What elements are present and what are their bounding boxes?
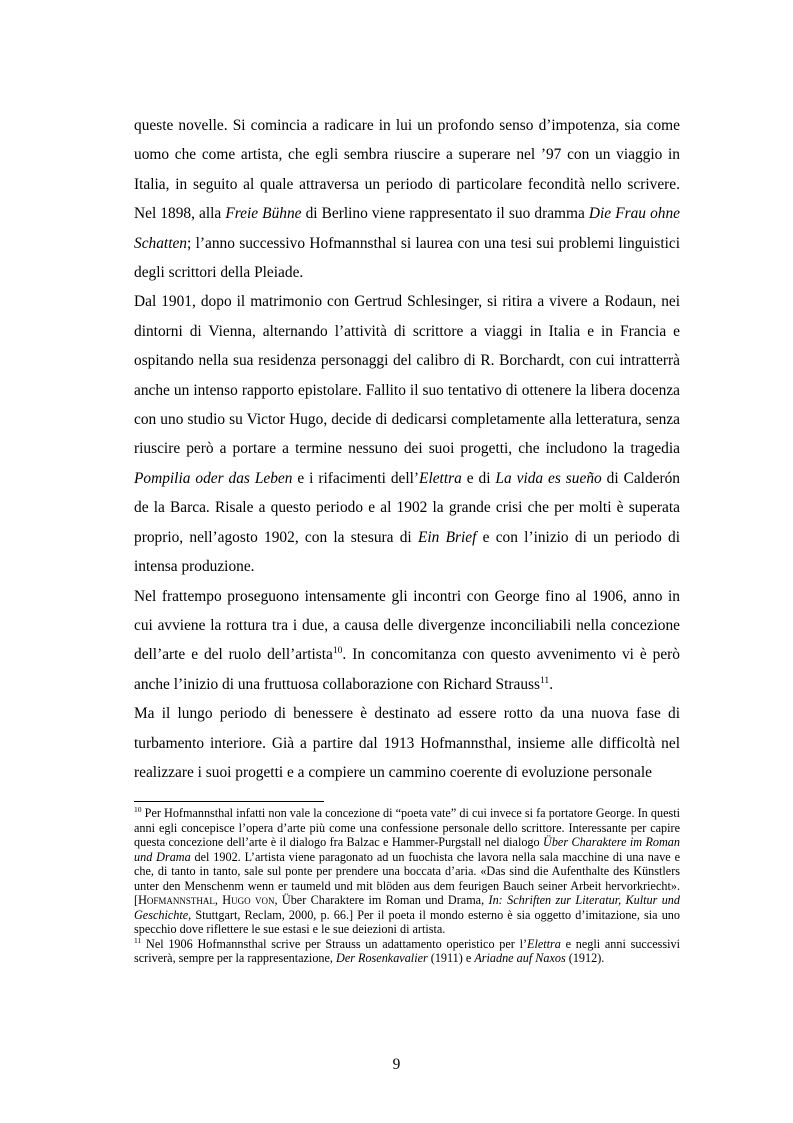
small-caps-run: Hofmannsthal, Hugo von: [138, 893, 275, 907]
footnotes: [134, 806, 680, 966]
text-run: . In concomitanza con questo avvenimento vi è però anche l’inizio di una fruttuosa collaborazione con Richard Strauss: [134, 646, 680, 693]
text-run: Nel frattempo proseguono intensamente gli incontri con George fino al 1906, anno in cui avviene la rottura tra i due, a causa delle divergenze inconciliabili nella concezione dell’arte e del ruolo dell’artista: [134, 587, 680, 664]
text-run: Ma il lungo periodo di benessere è destinato ad essere rotto da una nuova fase di turbamento interiore. Già a partire dal 1913 Hofmannsthal, insieme alle difficoltà nel realizzare i suoi progetti e a compiere un cammino coerente di evoluzione personale: [134, 705, 680, 781]
text-run: Nel 1906 Hofmannsthal scrive per Strauss un adattamento operistico per l’: [141, 936, 528, 951]
footnote: [134, 806, 680, 937]
text-run: , Über Charaktere im Roman und Drama,: [274, 893, 489, 907]
text-run: Per Hofmannsthal infatti non vale la concezione di “poeta vate” di cui invece si fa portatore George. In questi anni egli concepisce l’opera d’arte più come una confessione personale dello scrittore. Interessante per capire questa concezione dell’arte è il dialogo fra Balzac e Hammer-Purgstall nel dialogo: [134, 806, 680, 849]
italic-run: Die Frau ohne Schatten: [134, 205, 680, 252]
footnote-reference: 11: [134, 935, 142, 945]
footnote-reference: 10: [134, 804, 142, 814]
italic-run: Pompilia oder das Leben: [134, 469, 293, 487]
italic-run: La vida es sueño: [495, 469, 602, 487]
text-run: e di: [461, 469, 496, 487]
paragraph: [134, 582, 680, 700]
paragraph: [134, 699, 680, 787]
text-run: del 1902. L’artista viene paragonato ad un fuochista che lavora nella sala macchine di una nave e che, di tanto in tanto, sale sul ponte per prendere una boccata d’aria. «Das sind die Aufenthalte des Künstlers unter den Menschenm wenn er taumeld und mit blöden aus dem feurigen Bauch seiner Arbeit hervorkriecht». [: [134, 849, 680, 907]
text-run: (1912).: [565, 951, 605, 965]
italic-run: In: Schriften zur Literatur, Kultur und Geschichte: [134, 893, 680, 922]
text-run: e con l’inizio di un periodo di intensa produzione.: [134, 528, 680, 576]
page-number: 9: [392, 1056, 401, 1073]
text-run: di Berlino viene rappresentato il suo dramma: [301, 205, 589, 223]
footnote-reference: 10: [332, 645, 343, 657]
footnote-reference: 11: [540, 674, 550, 686]
text-run: ; l’anno successivo Hofmannsthal si laurea con una tesi sui problemi linguistici degli scrittori della Pleiade.: [134, 234, 680, 282]
italic-run: Ariadne auf Naxos: [474, 951, 566, 965]
italic-run: Freie Bühne: [225, 205, 302, 223]
text-run: Dal 1901, dopo il matrimonio con Gertrud Schlesinger, si ritira a vivere a Rodaun, nei dintorni di Vienna, alternando l’attività di scrittore a viaggi in Italia e in Francia e ospitando nella sua residenza personaggi del calibro di R. Borchardt, con cui intratterrà anche un intenso rapporto epistolare. Fallito il suo tentativo di ottenere la libera docenza con uno studio su Victor Hugo, decide di dedicarsi completamente alla letteratura, senza riuscire però a portare a termine nessuno dei suoi progetti, che includono la tragedia: [134, 293, 680, 458]
text-run: , Stuttgart, Reclam, 2000, p. 66.] Per il poeta il mondo esterno è sia oggetto d’imitazione, sia uno specchio dove riflettere le sue estasi e le sue deiezioni di artista.: [134, 907, 680, 936]
italic-run: Ein Brief: [417, 528, 477, 546]
paragraph: [134, 287, 680, 581]
text-run: queste novelle. Si comincia a radicare in lui un profondo senso d’impotenza, sia come uomo che come artista, che egli sembra riuscire a superare nel ’97 con un viaggio in Italia, in seguito al quale attraversa un periodo di particolare fecondità nello scrivere. Nel 1898, alla: [134, 117, 680, 223]
text-run: e negli anni successivi scriverà, sempre per la rappresentazione,: [134, 936, 680, 965]
paragraph: [134, 111, 680, 287]
italic-run: Elettra: [527, 936, 561, 951]
text-run: (1911) e: [427, 951, 475, 965]
text-run: di Calderón de la Barca. Risale a questo periodo e al 1902 la grande crisi che per molti è superata proprio, nell’agosto 1902, con la stesura di: [134, 469, 680, 546]
text-run: .: [549, 675, 554, 693]
text-run: e i rifacimenti dell’: [292, 469, 420, 487]
italic-run: Der Rosenkavalier: [336, 951, 428, 965]
italic-run: Elettra: [419, 469, 462, 487]
footnote: [134, 937, 680, 966]
italic-run: Über Charaktere im Roman und Drama: [134, 835, 680, 864]
footnote-separator: [134, 801, 324, 802]
body-text: [134, 111, 680, 787]
